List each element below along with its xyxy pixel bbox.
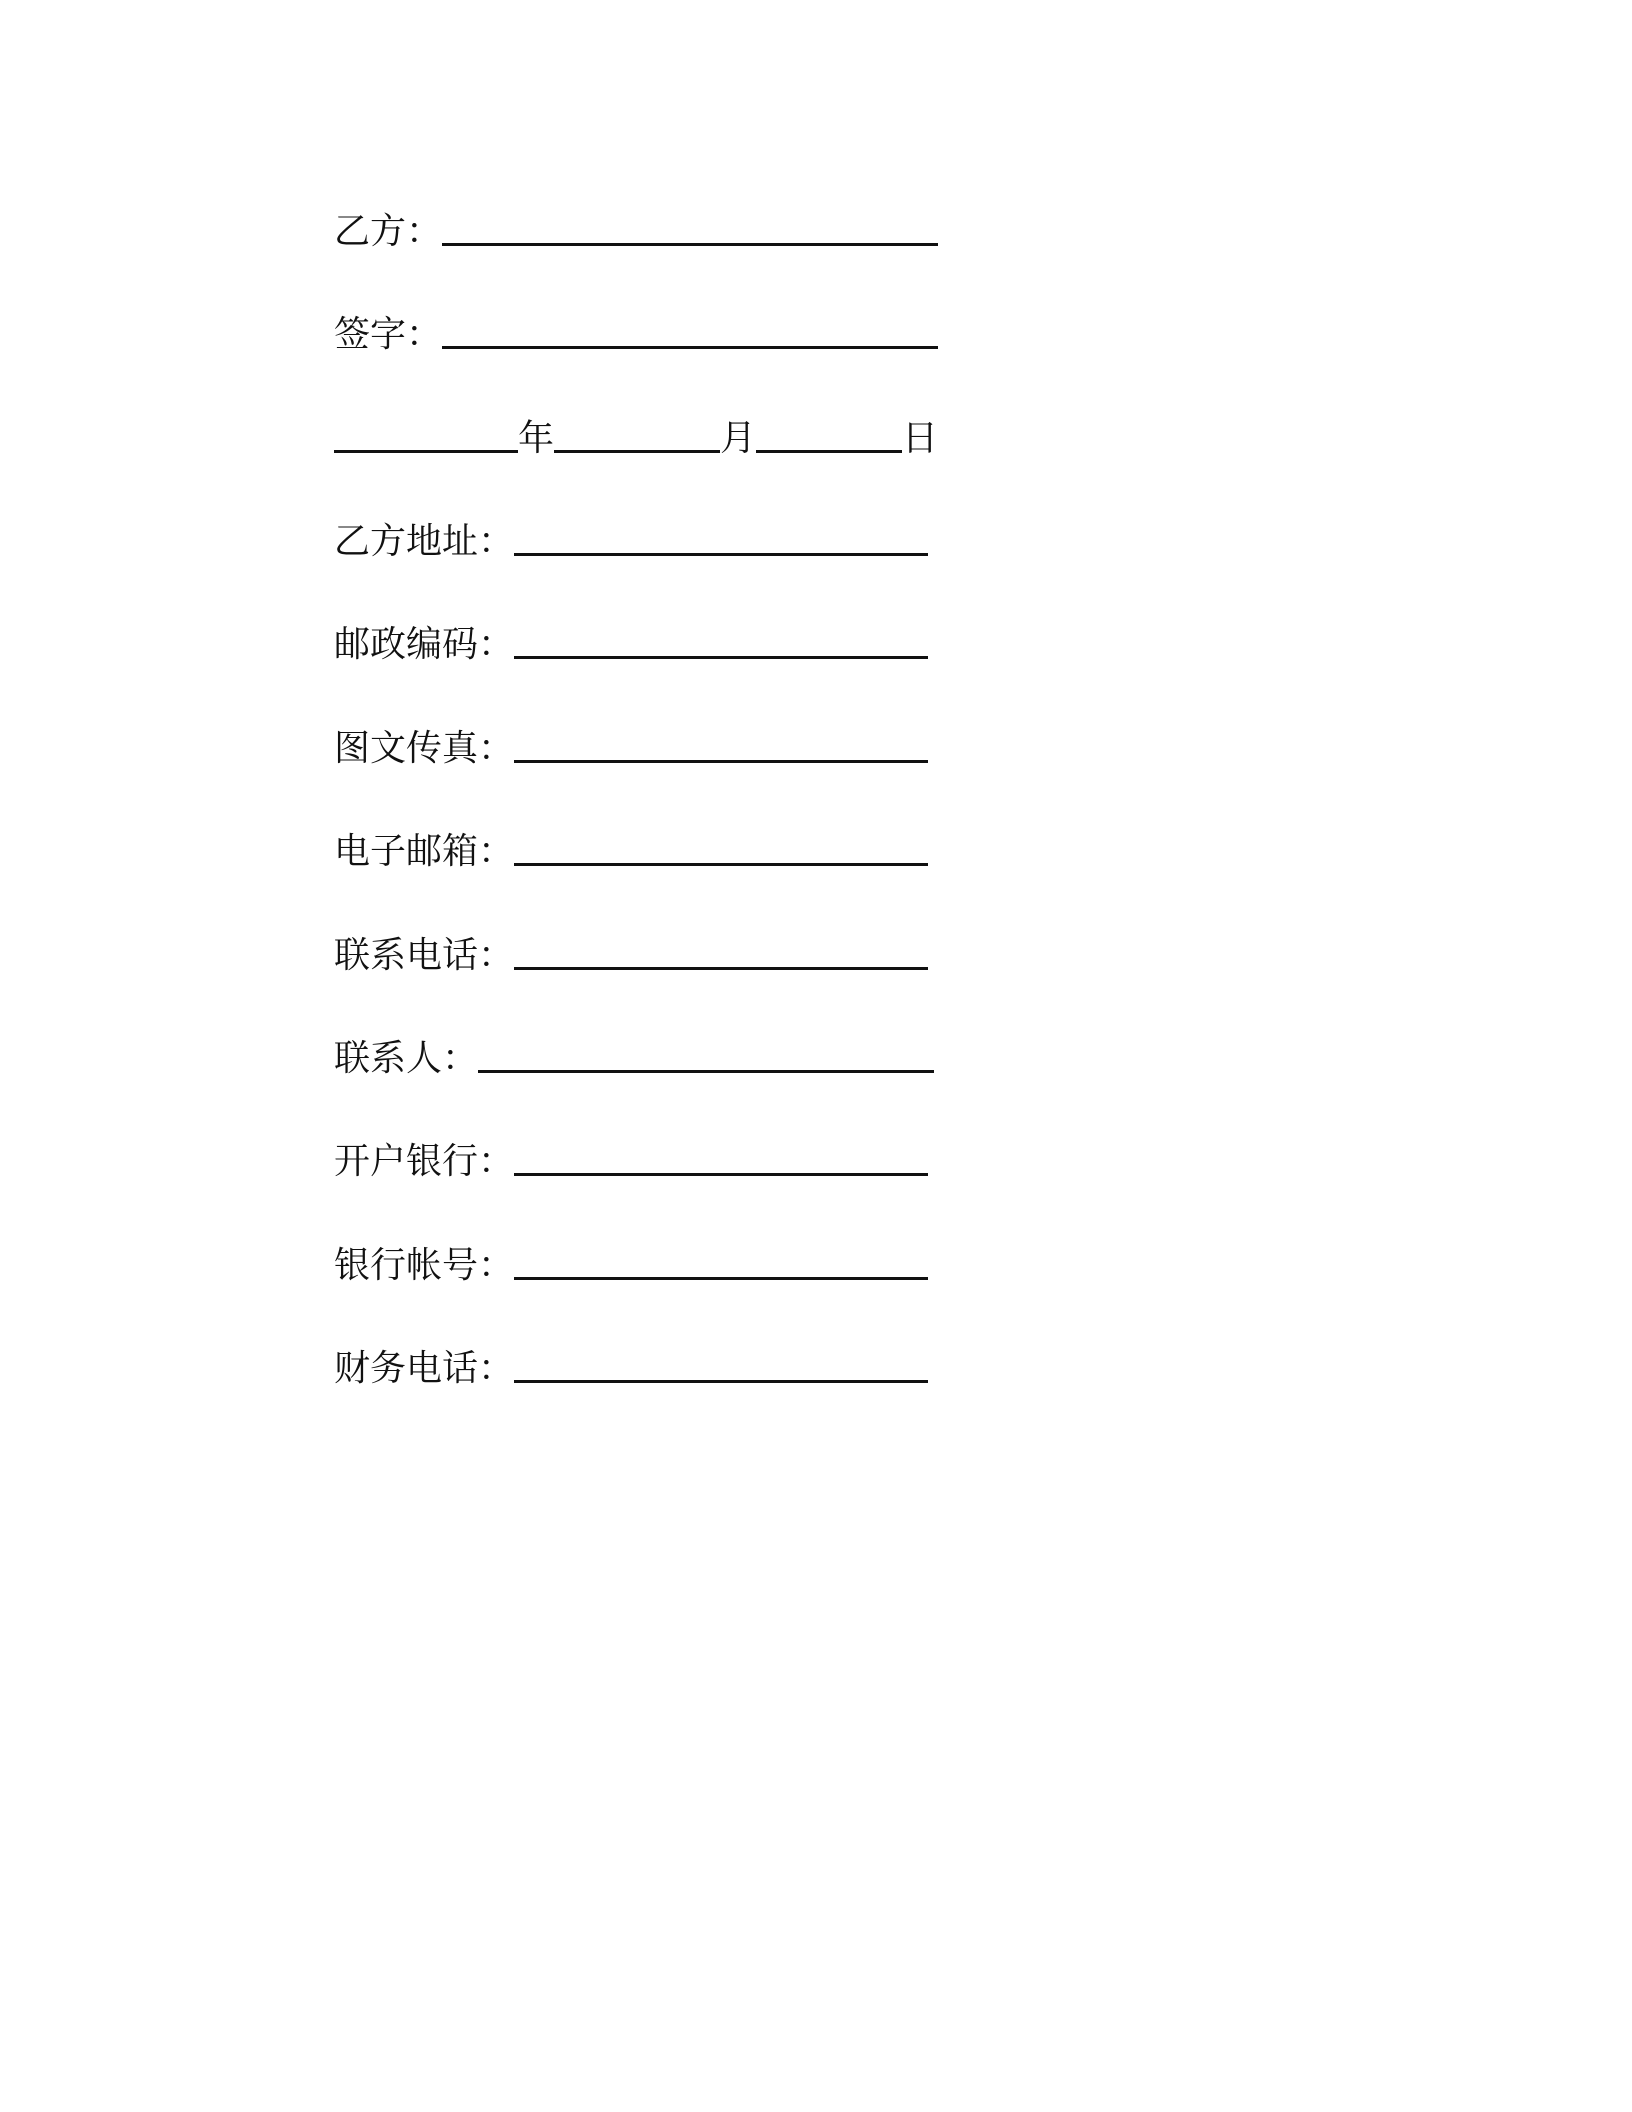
address-line: [334, 500, 928, 560]
postcode-blank[interactable]: [514, 656, 928, 659]
signature-line: [334, 293, 938, 353]
bank-blank[interactable]: [514, 1173, 928, 1176]
party-b-label: 乙方：: [334, 211, 443, 252]
date-line: [334, 397, 938, 457]
phone-line: [334, 914, 928, 974]
email-blank[interactable]: [514, 863, 928, 866]
contact-person-line: [334, 1017, 934, 1077]
year-label: 年: [518, 418, 555, 459]
bank-label: 开户银行：: [334, 1141, 515, 1182]
phone-label: 联系电话：: [334, 935, 515, 976]
bank-line: [334, 1120, 928, 1180]
year-blank[interactable]: [334, 450, 518, 453]
address-blank[interactable]: [514, 553, 928, 556]
contact-person-label: 联系人：: [334, 1038, 479, 1079]
finance-phone-label: 财务电话：: [334, 1348, 515, 1389]
signature-blank[interactable]: [442, 346, 938, 349]
postcode-label: 邮政编码：: [334, 624, 515, 665]
account-label: 银行帐号：: [334, 1245, 515, 1286]
fax-line: [334, 707, 928, 767]
email-line: [334, 810, 928, 870]
address-label: 乙方地址：: [334, 521, 515, 562]
account-line: [334, 1224, 928, 1284]
fax-label: 图文传真：: [334, 728, 515, 769]
signature-label: 签字：: [334, 314, 443, 355]
contact-person-blank[interactable]: [478, 1070, 934, 1073]
day-blank[interactable]: [756, 450, 902, 453]
finance-phone-blank[interactable]: [514, 1380, 928, 1383]
finance-phone-line: [334, 1327, 928, 1387]
month-blank[interactable]: [554, 450, 720, 453]
party-b-line: [334, 190, 938, 250]
day-label: 日: [902, 418, 939, 459]
account-blank[interactable]: [514, 1277, 928, 1280]
phone-blank[interactable]: [514, 967, 928, 970]
postcode-line: [334, 603, 928, 663]
party-b-blank[interactable]: [442, 243, 938, 246]
email-label: 电子邮箱：: [334, 831, 515, 872]
month-label: 月: [720, 418, 757, 459]
fax-blank[interactable]: [514, 760, 928, 763]
